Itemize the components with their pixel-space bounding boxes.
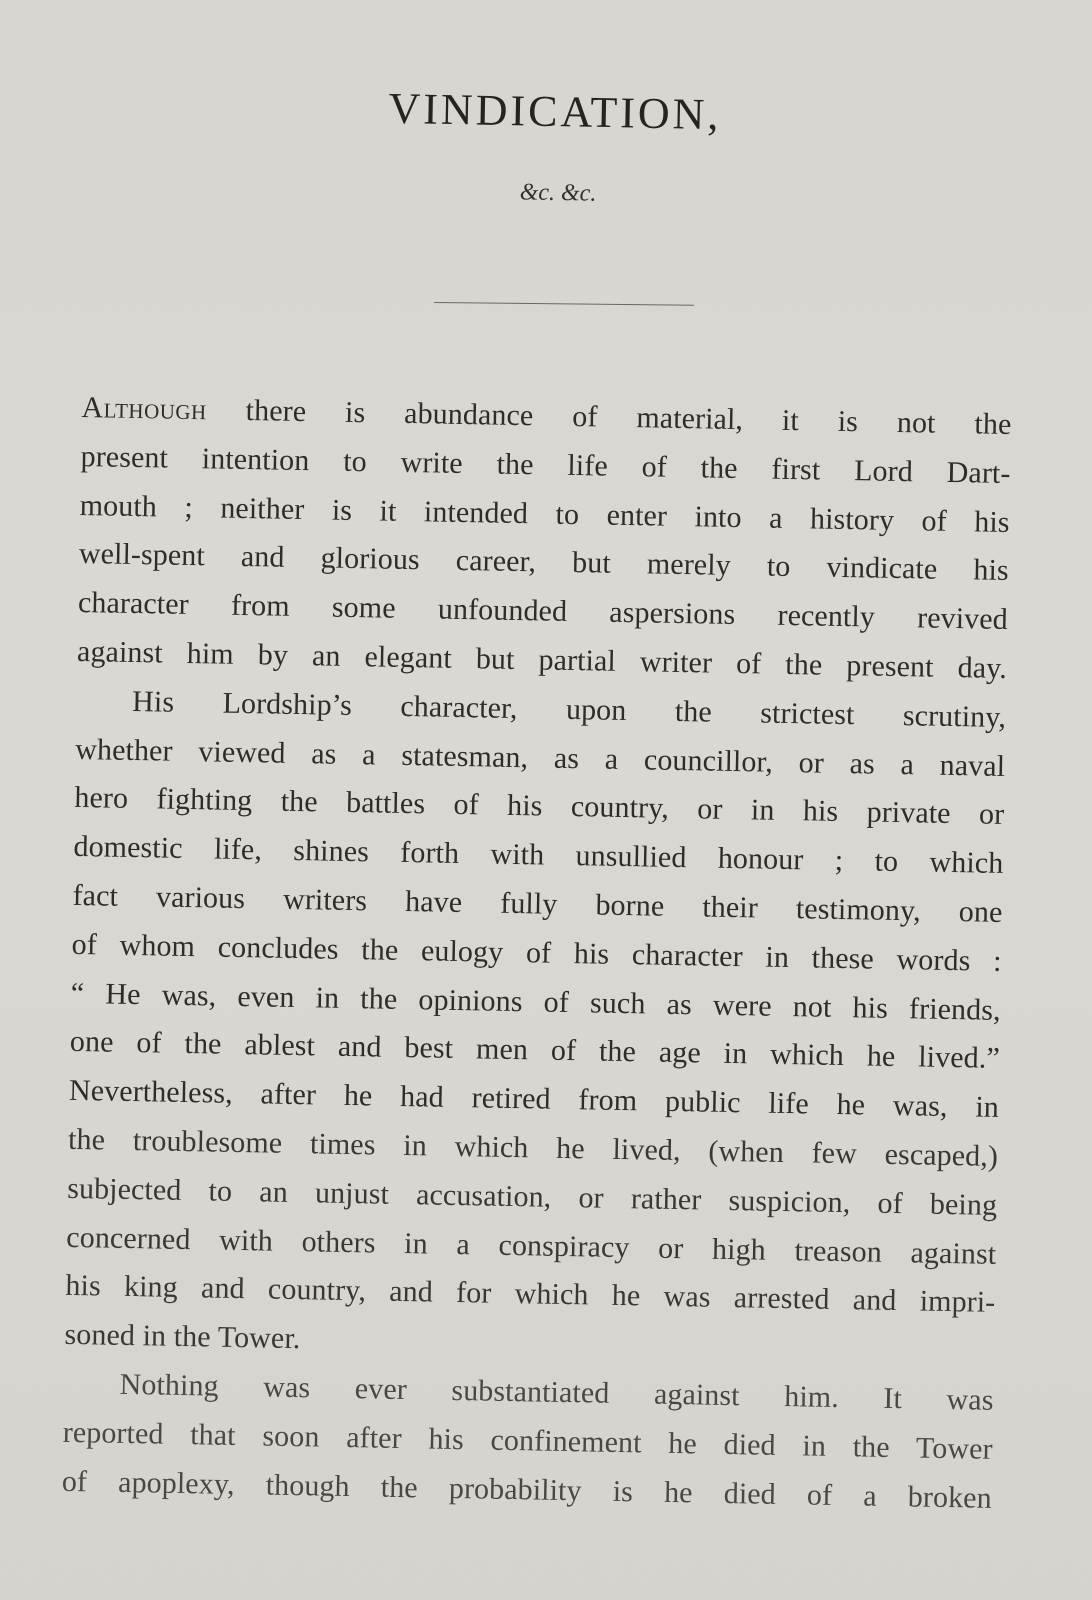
text-line: character from some unfounded aspersions recently revived <box>77 586 1009 637</box>
page-title: VINDICATION, <box>388 83 722 140</box>
text-line: domestic life, shines forth with unsullied honour ; to which <box>73 830 1004 881</box>
text-line: hero fighting the battles of his country, or in his private or <box>74 781 1005 832</box>
text-line: reported that soon after his confinement he died in the Tower <box>62 1415 993 1466</box>
text-line: one of the ablest and best men of the age in which he lived.” <box>69 1025 1001 1076</box>
body-text <box>61 384 1011 1523</box>
text-line: subjected to an unjust accusation, or rather suspicion, of being <box>66 1171 998 1222</box>
text-line: the troublesome times in which he lived, (when few escaped,) <box>67 1122 999 1173</box>
page-subtitle: &c. &c. <box>519 179 597 207</box>
text-line: mouth ; neither is it intended to enter into a history of his <box>79 488 1010 539</box>
text-line: soned in the Tower. <box>64 1317 301 1356</box>
text-line: his king and country, and for which he was arrested and impri- <box>65 1269 996 1320</box>
text-line: concerned with others in a conspiracy or high treason against <box>66 1220 997 1271</box>
title-divider-rule <box>434 302 694 306</box>
text-line: Although there is abundance of material, it is not the <box>81 390 1012 442</box>
drop-lead-word: Although <box>81 390 208 427</box>
text-line: of apoplexy, though the probability is he died of a broken <box>61 1464 993 1515</box>
text-line: Nothing was ever substantiated against him. It was <box>119 1367 994 1417</box>
text-line: His Lordship’s character, upon the strictest scrutiny, <box>131 684 1007 734</box>
text-line: well-spent and glorious career, but merely to vindicate his <box>78 537 1010 588</box>
text-line: of whom concludes the eulogy of his character in these words : <box>71 927 1002 978</box>
text-line: present intention to write the life of the first Lord Dart- <box>80 439 1011 490</box>
text-line: “ He was, even in the opinions of such as were not his friends, <box>70 976 1001 1027</box>
text-line: against him by an elegant but partial writer of the present day. <box>76 634 1008 685</box>
text-line: whether viewed as a statesman, as a councillor, or as a naval <box>75 732 1006 783</box>
text-line: Nevertheless, after he had retired from public life he was, in <box>68 1074 1000 1125</box>
text-line: fact various writers have fully borne their testimony, one <box>72 878 1003 929</box>
